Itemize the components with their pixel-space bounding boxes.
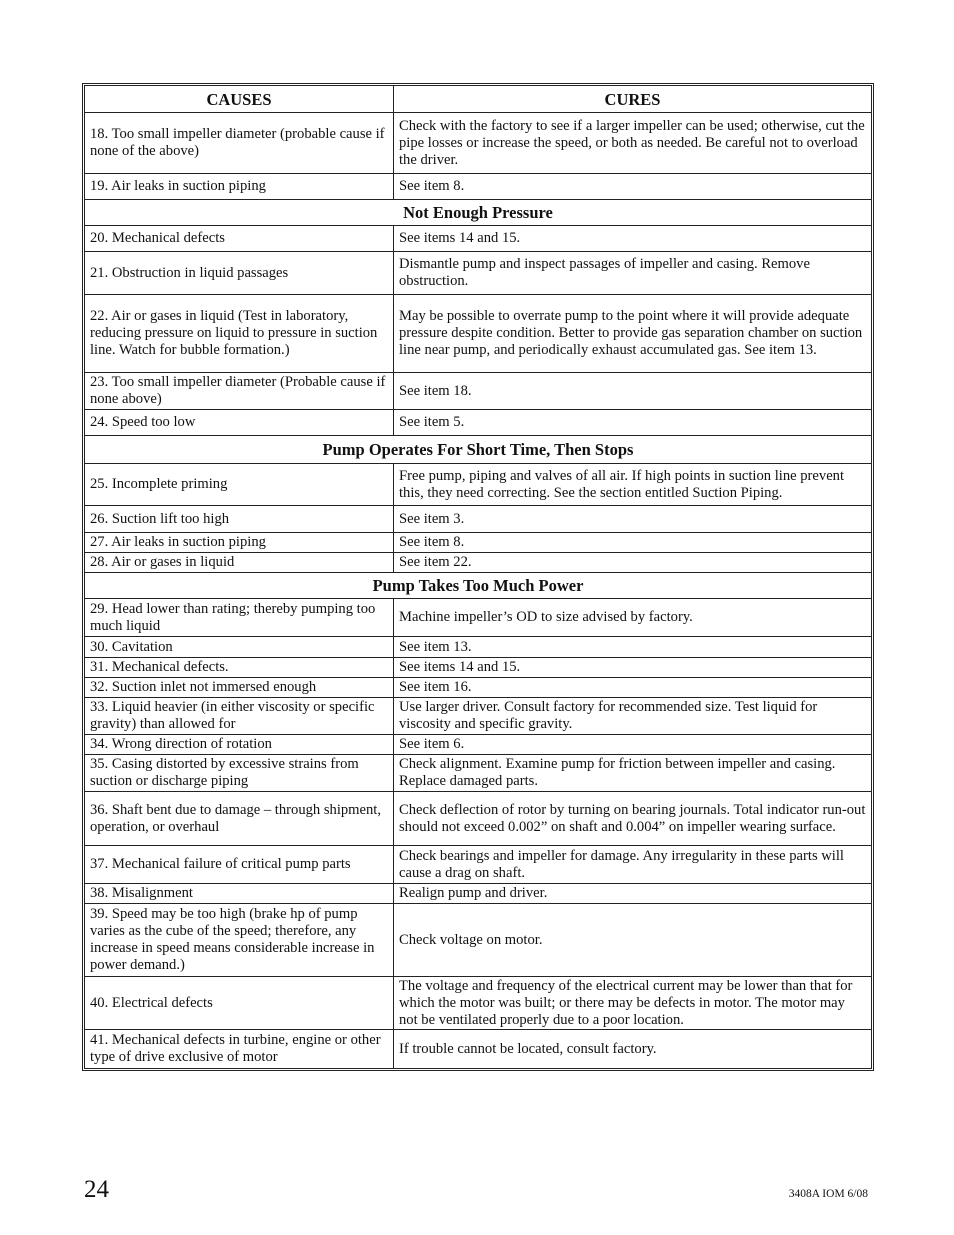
table-row bbox=[85, 637, 871, 658]
cure-cell: May be possible to overrate pump to the point where it will provide adequate pressure despite condition. Better to provide gas separation chamber on suction line near pump, and periodically exhaust accumulated gas. See item 13. bbox=[394, 295, 871, 373]
cure-cell: Free pump, piping and valves of all air. If high points in suction line prevent this, they need correcting. See the section entitled Suction Piping. bbox=[394, 464, 871, 506]
table-row bbox=[85, 226, 871, 252]
cause-cell: 18. Too small impeller diameter (probable cause if none of the above) bbox=[85, 113, 394, 174]
cure-cell: Realign pump and driver. bbox=[394, 884, 871, 904]
cure-cell: See item 5. bbox=[394, 410, 871, 436]
cure-cell: See item 16. bbox=[394, 678, 871, 698]
cause-cell: 27. Air leaks in suction piping bbox=[85, 533, 394, 553]
table-row bbox=[85, 410, 871, 436]
cause-cell: 38. Misalignment bbox=[85, 884, 394, 904]
cause-cell: 41. Mechanical defects in turbine, engine or other type of drive exclusive of motor bbox=[85, 1030, 394, 1068]
cure-cell: See items 14 and 15. bbox=[394, 226, 871, 252]
causes-header: CAUSES bbox=[85, 86, 394, 113]
table-row bbox=[85, 464, 871, 506]
cure-cell: See item 22. bbox=[394, 553, 871, 573]
cause-cell: 24. Speed too low bbox=[85, 410, 394, 436]
cure-cell: Check voltage on motor. bbox=[394, 904, 871, 977]
cause-cell: 21. Obstruction in liquid passages bbox=[85, 252, 394, 295]
table-header-row bbox=[85, 86, 871, 113]
table-row bbox=[85, 884, 871, 904]
table-row bbox=[85, 698, 871, 735]
cure-cell: See items 14 and 15. bbox=[394, 658, 871, 678]
cure-cell: The voltage and frequency of the electrical current may be lower than that for which the motor was built; or there may be defects in motor. The motor may not be ventilated properly due to a poor location. bbox=[394, 977, 871, 1030]
cure-cell: Check with the factory to see if a larger impeller can be used; otherwise, cut the pipe losses or increase the speed, or both as needed. Be careful not to overload the driver. bbox=[394, 113, 871, 174]
table-row bbox=[85, 792, 871, 846]
table-row bbox=[85, 113, 871, 174]
section-row bbox=[85, 200, 871, 226]
page-number: 24 bbox=[84, 1176, 109, 1203]
troubleshooting-table bbox=[84, 85, 872, 1069]
cure-cell: If trouble cannot be located, consult factory. bbox=[399, 1040, 657, 1057]
troubleshooting-table-wrap bbox=[84, 85, 870, 1069]
table-row bbox=[85, 373, 871, 410]
table-row bbox=[85, 658, 871, 678]
table-row bbox=[85, 735, 871, 755]
table-row bbox=[85, 678, 871, 698]
cause-cell: 26. Suction lift too high bbox=[85, 506, 394, 533]
cause-cell: 36. Shaft bent due to damage – through shipment, operation, or overhaul bbox=[85, 792, 394, 846]
document-code: 3408A IOM 6/08 bbox=[788, 1188, 868, 1200]
cause-cell: 20. Mechanical defects bbox=[85, 226, 394, 252]
cure-cell: Machine impeller’s OD to size advised by factory. bbox=[394, 599, 871, 637]
section-heading: Pump Takes Too Much Power bbox=[85, 573, 871, 599]
section-row bbox=[85, 436, 871, 464]
cure-cell: See item 18. bbox=[394, 373, 871, 410]
cure-cell: See item 8. bbox=[394, 174, 871, 200]
table-row bbox=[85, 174, 871, 200]
table-row bbox=[85, 846, 871, 884]
cure-cell: See item 13. bbox=[394, 637, 871, 658]
cure-cell: Check deflection of rotor by turning on bearing journals. Total indicator run-out should not exceed 0.002” on shaft and 0.004” on impeller wearing surface. bbox=[394, 792, 871, 846]
table-row bbox=[85, 252, 871, 295]
cause-cell: 32. Suction inlet not immersed enough bbox=[85, 678, 394, 698]
cause-cell: 25. Incomplete priming bbox=[85, 464, 394, 506]
cure-cell: See item 6. bbox=[394, 735, 871, 755]
table-row bbox=[85, 1030, 871, 1068]
cures-header: CURES bbox=[394, 86, 871, 113]
cause-cell: 37. Mechanical failure of critical pump parts bbox=[85, 846, 394, 884]
section-heading: Pump Operates For Short Time, Then Stops bbox=[85, 436, 871, 464]
cause-cell: 22. Air or gases in liquid (Test in laboratory, reducing pressure on liquid to pressure in suction line. Watch for bubble formation.) bbox=[85, 295, 394, 373]
table-row bbox=[85, 755, 871, 792]
cause-cell: 40. Electrical defects bbox=[85, 977, 394, 1030]
table-row bbox=[85, 553, 871, 573]
table-row bbox=[85, 977, 871, 1030]
cure-cell: Check alignment. Examine pump for friction between impeller and casing. Replace damaged parts. bbox=[394, 755, 871, 792]
cause-cell: 39. Speed may be too high (brake hp of pump varies as the cube of the speed; therefore, any increase in speed means considerable increase in power demand.) bbox=[85, 904, 394, 977]
cause-cell: 33. Liquid heavier (in either viscosity or specific gravity) than allowed for bbox=[85, 698, 394, 735]
cause-cell: 29. Head lower than rating; thereby pumping too much liquid bbox=[85, 599, 394, 637]
cure-cell: Check bearings and impeller for damage. Any irregularity in these parts will cause a drag on shaft. bbox=[394, 846, 871, 884]
cause-cell: 23. Too small impeller diameter (Probable cause if none above) bbox=[85, 373, 394, 410]
cure-cell: See item 3. bbox=[394, 506, 871, 533]
table-body bbox=[85, 113, 871, 1068]
cause-cell: 31. Mechanical defects. bbox=[85, 658, 394, 678]
table-row bbox=[85, 506, 871, 533]
cause-cell: 35. Casing distorted by excessive strains from suction or discharge piping bbox=[85, 755, 394, 792]
table-row bbox=[85, 295, 871, 373]
cure-cell: See item 8. bbox=[394, 533, 871, 553]
table-row bbox=[85, 904, 871, 977]
cause-cell: 34. Wrong direction of rotation bbox=[85, 735, 394, 755]
section-heading: Not Enough Pressure bbox=[85, 200, 871, 226]
table-row bbox=[85, 533, 871, 553]
cure-cell: Use larger driver. Consult factory for recommended size. Test liquid for viscosity and specific gravity. bbox=[394, 698, 871, 735]
cause-cell: 19. Air leaks in suction piping bbox=[85, 174, 394, 200]
table-row bbox=[85, 599, 871, 637]
section-row bbox=[85, 573, 871, 599]
cause-cell: 30. Cavitation bbox=[85, 637, 394, 658]
cause-cell: 28. Air or gases in liquid bbox=[85, 553, 394, 573]
cure-cell: Dismantle pump and inspect passages of impeller and casing. Remove obstruction. bbox=[394, 252, 871, 295]
